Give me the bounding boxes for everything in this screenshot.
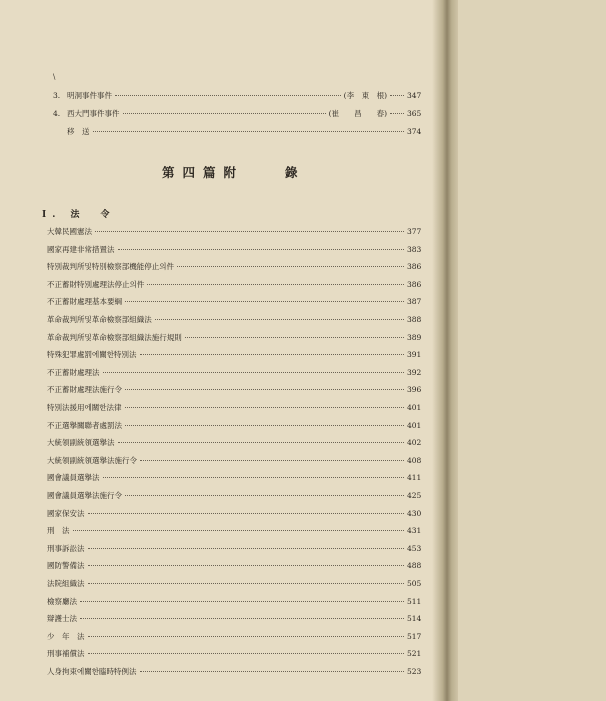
- law-page: 408: [407, 455, 422, 465]
- law-entry: [47, 631, 421, 642]
- law-title: 革命裁判所및革命檢察部組織法: [47, 315, 152, 324]
- law-entry: [47, 613, 421, 624]
- law-page: 392: [407, 367, 422, 377]
- law-title: 不正蓄財處理法: [47, 367, 100, 377]
- law-page: 488: [407, 561, 422, 571]
- law-page: 431: [407, 526, 422, 536]
- law-title: 國會議員選擧法施行令: [47, 491, 122, 500]
- law-page: 453: [407, 543, 422, 553]
- law-title: 不正選擧關聯者處罰法: [47, 420, 122, 430]
- law-page: 430: [407, 508, 422, 518]
- law-entry: [47, 261, 421, 272]
- law-title: 刑事補償法: [47, 649, 85, 659]
- law-entry: [47, 508, 421, 519]
- law-title: 特殊犯罪處罰에關한特別法: [47, 350, 137, 360]
- law-entry: [47, 367, 421, 378]
- law-entry: [47, 648, 421, 659]
- law-entry: [47, 279, 421, 290]
- law-page: 401: [407, 403, 422, 412]
- law-title: 特別裁判所및特別檢察部機能停止의件: [47, 262, 174, 272]
- law-page: 511: [407, 596, 422, 606]
- law-title: 國會議員選擧法: [47, 473, 100, 483]
- law-entry: [47, 437, 421, 448]
- law-entry: [47, 525, 421, 536]
- law-page: 389: [407, 332, 422, 342]
- law-page: 388: [407, 315, 422, 324]
- toc-entry: 移 送 374: [67, 127, 422, 136]
- law-page: 383: [407, 244, 422, 254]
- page-mark: \: [53, 73, 56, 81]
- law-title: 檢察廳法: [47, 596, 77, 606]
- law-title: 辯護士法: [47, 614, 77, 624]
- right-page: [458, 0, 606, 701]
- law-page: 387: [407, 297, 422, 307]
- law-title: 大統領副統領選擧法施行令: [47, 455, 137, 465]
- law-page: 517: [407, 631, 422, 641]
- law-entry: [47, 402, 421, 413]
- law-title: 國家再建非常措置法: [47, 244, 115, 254]
- law-entry: [47, 296, 421, 307]
- law-title: 人身拘束에關한臨時特例法: [47, 667, 137, 676]
- law-entry: [47, 349, 421, 360]
- law-entry: [47, 490, 421, 501]
- law-entry: [47, 596, 421, 607]
- law-page: 523: [407, 667, 422, 676]
- law-title: 少 年 法: [47, 631, 85, 641]
- law-title: 國家保安法: [47, 508, 85, 518]
- law-title: 法院組織法: [47, 579, 85, 588]
- law-entry: [47, 578, 421, 589]
- law-page: 396: [407, 385, 422, 395]
- law-page: 514: [407, 614, 422, 624]
- law-page: 425: [407, 491, 422, 500]
- law-title: 革命裁判所및革命檢察部組織法施行規則: [47, 332, 182, 342]
- law-title: 特別法援用에關한法律: [47, 403, 122, 412]
- law-entry: [47, 244, 421, 255]
- law-page: 521: [407, 649, 422, 659]
- part-title: 第四篇附 錄: [162, 165, 306, 180]
- law-title: 不正蓄財特別處理法停止의件: [47, 279, 145, 289]
- law-title: 刑 法: [47, 526, 70, 536]
- law-title: 不正蓄財處理基本要綱: [47, 297, 122, 307]
- law-entry: [47, 666, 421, 677]
- law-page: 505: [407, 579, 422, 588]
- law-entry: [47, 332, 421, 343]
- law-title: 大統領副統領選擧法: [47, 438, 115, 448]
- law-entry: [47, 560, 421, 571]
- law-entry: [47, 472, 421, 483]
- law-entry: [47, 384, 421, 395]
- law-title: 不正蓄財處理法施行令: [47, 385, 122, 395]
- law-page: 401: [407, 420, 422, 430]
- law-entry: [47, 420, 421, 431]
- law-page: 386: [407, 279, 422, 289]
- law-entry: [47, 455, 421, 466]
- law-page: 402: [407, 438, 422, 448]
- law-page: 377: [407, 227, 422, 236]
- law-page: 386: [407, 262, 422, 272]
- law-page: 411: [407, 473, 422, 483]
- law-entry: [47, 226, 421, 237]
- law-title: 大韓民國憲法: [47, 227, 92, 236]
- law-entry: [47, 543, 421, 554]
- law-entry: [47, 314, 421, 325]
- toc-entry: 3. 明洞事件事件 (李 東 根) 347: [53, 91, 422, 100]
- section-heading: Ⅰ. 法 令: [42, 210, 116, 220]
- law-title: 刑事訴訟法: [47, 543, 85, 553]
- toc-entry: 4. 西大門事件事件 (崔 昌 春) 365: [53, 109, 422, 118]
- law-page: 391: [407, 350, 422, 360]
- law-title: 國防警備法: [47, 561, 85, 571]
